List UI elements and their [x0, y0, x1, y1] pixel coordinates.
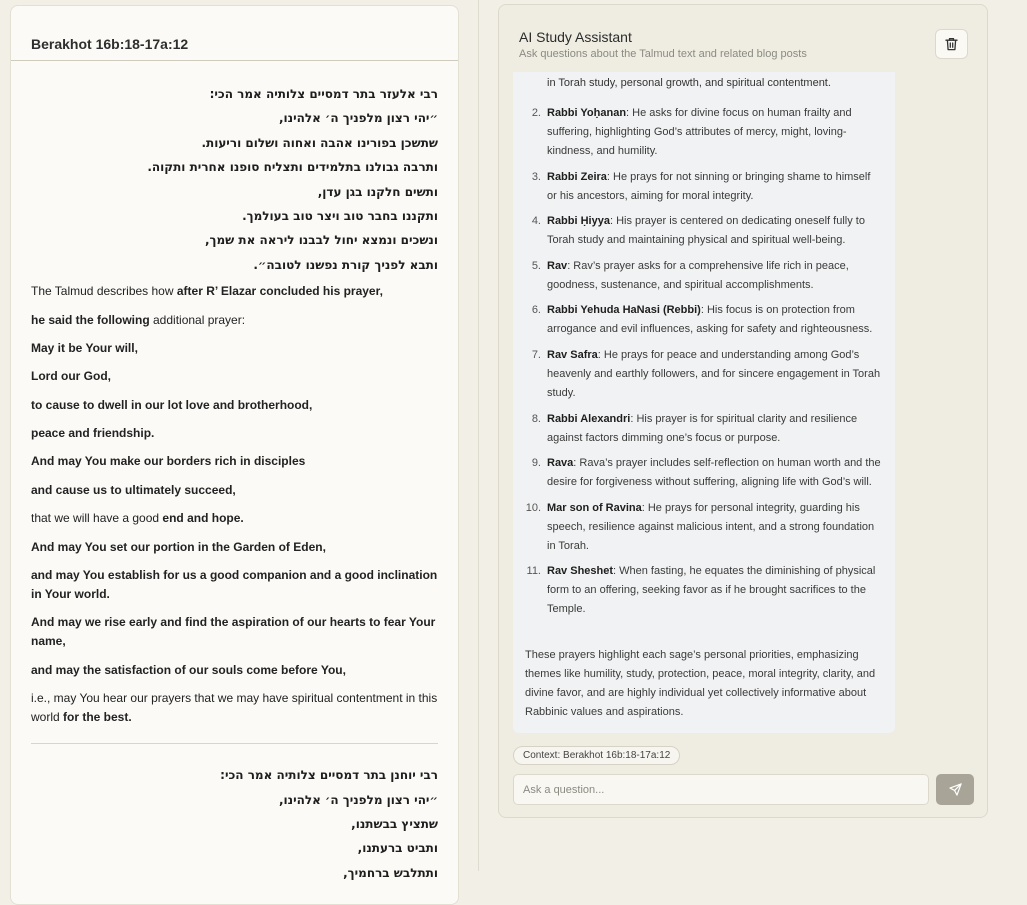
sage-description: : He asks for divine focus on human frailty and suffering, highlighting God’s attributes of mercy, might, loving-kindness, and humility.	[547, 107, 852, 157]
sage-name: Rabbi Yehuda HaNasi (Rebbi)	[547, 304, 701, 317]
list-item	[513, 301, 895, 339]
list-item	[513, 346, 895, 403]
english-translation	[31, 282, 438, 727]
sage-name: Rav Sheshet	[547, 565, 614, 578]
list-item	[513, 410, 895, 448]
text-panel-body	[11, 61, 458, 886]
english-line	[31, 566, 438, 604]
text-panel-header	[11, 6, 458, 61]
clear-chat-button[interactable]	[935, 29, 968, 59]
list-item-number: 2.	[531, 107, 541, 119]
english-line	[31, 509, 438, 528]
list-item	[513, 454, 895, 492]
english-bold-text: and cause us to ultimately succeed,	[31, 482, 236, 497]
context-badge: Context: Berakhot 16b:18-17a:12	[513, 746, 680, 765]
english-line	[31, 452, 438, 471]
english-bold-text: Lord our God,	[31, 369, 111, 384]
hebrew-line: ונשכים ונמצא יחול לבבנו ליראה את שמך,	[204, 233, 438, 248]
english-bold-text: to cause to dwell in our lot love and brotherhood,	[31, 397, 313, 412]
send-icon	[949, 783, 962, 796]
english-bold-text: after R’ Elazar concluded his prayer,	[176, 284, 383, 299]
list-item-number: 11.	[526, 565, 541, 578]
hebrew-line: ותתלבש ברחמיך,	[343, 865, 438, 880]
sage-description: : He prays for personal integrity, guarding his speech, resilience against malicious intent, and a strong foundation in Torah.	[547, 501, 875, 552]
sage-description: : Rava’s prayer includes self-reflection on human worth and the desire for forgiveness without suffering, aligning life with God’s will.	[547, 457, 881, 489]
english-text: The Talmud describes how	[31, 284, 177, 299]
english-text: that we will have a good	[31, 511, 163, 526]
panel-divider[interactable]	[478, 0, 479, 871]
english-bold-text: and may the satisfaction of our souls come before You,	[31, 662, 346, 677]
list-item	[513, 168, 895, 206]
hebrew-block-1	[31, 83, 438, 278]
sage-name: Mar son of Ravina	[547, 501, 642, 514]
english-bold-text: And may You make our borders rich in disciples	[31, 454, 306, 469]
section-divider	[31, 743, 438, 744]
message-partial-line: in Torah study, personal growth, and spiritual contentment.	[547, 77, 831, 89]
english-line	[31, 661, 438, 680]
trash-icon	[945, 37, 958, 51]
list-item-text	[547, 104, 882, 161]
english-text: additional prayer:	[149, 312, 246, 327]
english-bold-text: And may You set our portion in the Garden of Eden,	[31, 539, 326, 554]
sage-description: : His focus is on protection from arrogance and evil influences, asking for safety and righteousness.	[547, 304, 873, 336]
assistant-subtitle: Ask questions about the Talmud text and related blog posts	[519, 48, 807, 60]
text-panel	[10, 5, 459, 905]
list-item-number: 7.	[531, 348, 541, 361]
sage-description: : He prays for not sinning or bringing shame to himself or his ancestors, aiming for moral integrity.	[547, 170, 871, 202]
list-item-number: 5.	[531, 259, 541, 272]
hebrew-line: ״יהי רצון מלפניך ה׳ אלהינו,	[278, 792, 438, 807]
english-bold-text: end and hope.	[162, 511, 244, 526]
list-item	[513, 104, 895, 161]
hebrew-line: רבי יוחנן בתר דמסיים צלותיה אמר הכי:	[220, 768, 438, 783]
english-line	[31, 538, 438, 557]
sage-description: : His prayer is for spiritual clarity and resilience against factors dimming one’s focus or purpose.	[547, 412, 858, 444]
english-line	[31, 481, 438, 500]
sage-description: : He prays for peace and understanding among God’s heavenly and earthly followers, and for sincere engagement in Torah study.	[547, 348, 881, 399]
list-item	[513, 562, 895, 619]
english-bold-text: he said the following	[31, 312, 150, 327]
english-line	[31, 367, 438, 386]
list-item	[513, 499, 895, 556]
list-item-text	[547, 212, 882, 250]
list-item-number: 10.	[525, 501, 541, 514]
hebrew-block-2	[31, 764, 438, 886]
english-line	[31, 424, 438, 443]
english-line	[31, 613, 438, 651]
list-item-text	[547, 346, 882, 403]
hebrew-line: שתשכן בפורינו אהבה ואחוה ושלום וריעות.	[201, 135, 438, 150]
english-line	[31, 282, 438, 301]
english-line	[31, 689, 438, 727]
english-line	[31, 396, 438, 415]
english-line	[31, 339, 438, 358]
list-item-text	[547, 562, 882, 619]
english-line	[31, 311, 438, 330]
assistant-message	[513, 72, 895, 733]
assistant-title: AI Study Assistant	[519, 29, 632, 45]
english-bold-text: for the best.	[63, 710, 132, 725]
list-item-text	[547, 499, 882, 556]
hebrew-line: ותשים חלקנו בגן עדן,	[317, 184, 438, 199]
list-item-number: 9.	[531, 457, 541, 470]
hebrew-line: שתציץ בבשתנו,	[351, 816, 438, 831]
list-item-text	[547, 257, 882, 295]
english-text: i.e., may You hear our prayers that we may have spiritual contentment in this world	[31, 691, 438, 725]
sage-description: : His prayer is centered on dedicating oneself fully to Torah study and maintaining physical and spiritual well-being.	[547, 215, 865, 247]
sage-name: Rav	[547, 259, 568, 272]
sage-list	[513, 104, 895, 626]
list-item	[513, 212, 895, 250]
english-bold-text: peace and friendship.	[31, 426, 155, 441]
sage-name: Rava	[547, 457, 574, 470]
message-summary: These prayers highlight each sage’s personal priorities, emphasizing themes like humility, study, protection, peace, moral integrity, clarity, and divine favor, and are highly individual yet collectively informative about Rabbinic values and aspirations.	[525, 649, 876, 718]
text-title: Berakhot 16b:18-17a:12	[31, 36, 189, 52]
sage-description: : Rav’s prayer asks for a comprehensive life rich in peace, goodness, sustenance, and spiritual accomplishments.	[547, 259, 849, 291]
sage-name: Rav Safra	[547, 348, 598, 361]
hebrew-line: ותבא לפניך קורת נפשנו לטובה״.	[253, 257, 438, 272]
sage-name: Rabbi Yoḥanan	[547, 107, 627, 119]
hebrew-line: ״יהי רצון מלפניך ה׳ אלהינו,	[278, 111, 438, 126]
sage-name: Rabbi Ḥiyya	[547, 215, 610, 228]
list-item	[513, 257, 895, 295]
hebrew-line: רבי אלעזר בתר דמסיים צלותיה אמר הכי:	[209, 87, 438, 101]
list-item-text	[547, 168, 882, 206]
list-item-text	[547, 454, 882, 492]
english-bold-text: May it be Your will,	[31, 340, 138, 355]
list-item-text	[547, 410, 882, 448]
english-bold-text: and may You establish for us a good companion and a good inclination in Your world.	[31, 568, 438, 602]
hebrew-line: ותקננו בחבר טוב ויצר טוב בעולמך.	[242, 208, 438, 223]
question-input[interactable]	[513, 774, 929, 805]
sage-name: Rabbi Alexandri	[547, 412, 631, 425]
assistant-panel	[498, 4, 988, 818]
english-bold-text: And may we rise early and find the aspiration of our hearts to fear Your name,	[31, 615, 436, 649]
send-button[interactable]	[936, 774, 974, 805]
hebrew-line: ותביט ברעתנו,	[357, 841, 438, 856]
list-item-number: 8.	[531, 412, 541, 425]
list-item-number: 3.	[531, 170, 541, 183]
list-item-text	[547, 301, 882, 339]
list-item-number: 4.	[531, 215, 541, 228]
list-item-number: 6.	[531, 304, 541, 317]
hebrew-line: ותרבה גבולנו בתלמידים ותצליח סופנו אחרית ותקוה.	[147, 160, 438, 175]
sage-name: Rabbi Zeira	[547, 170, 607, 183]
sage-description: : When fasting, he equates the diminishing of physical form to an offering, seeking favor as if he brought sacrifices to the Temple.	[547, 565, 876, 616]
